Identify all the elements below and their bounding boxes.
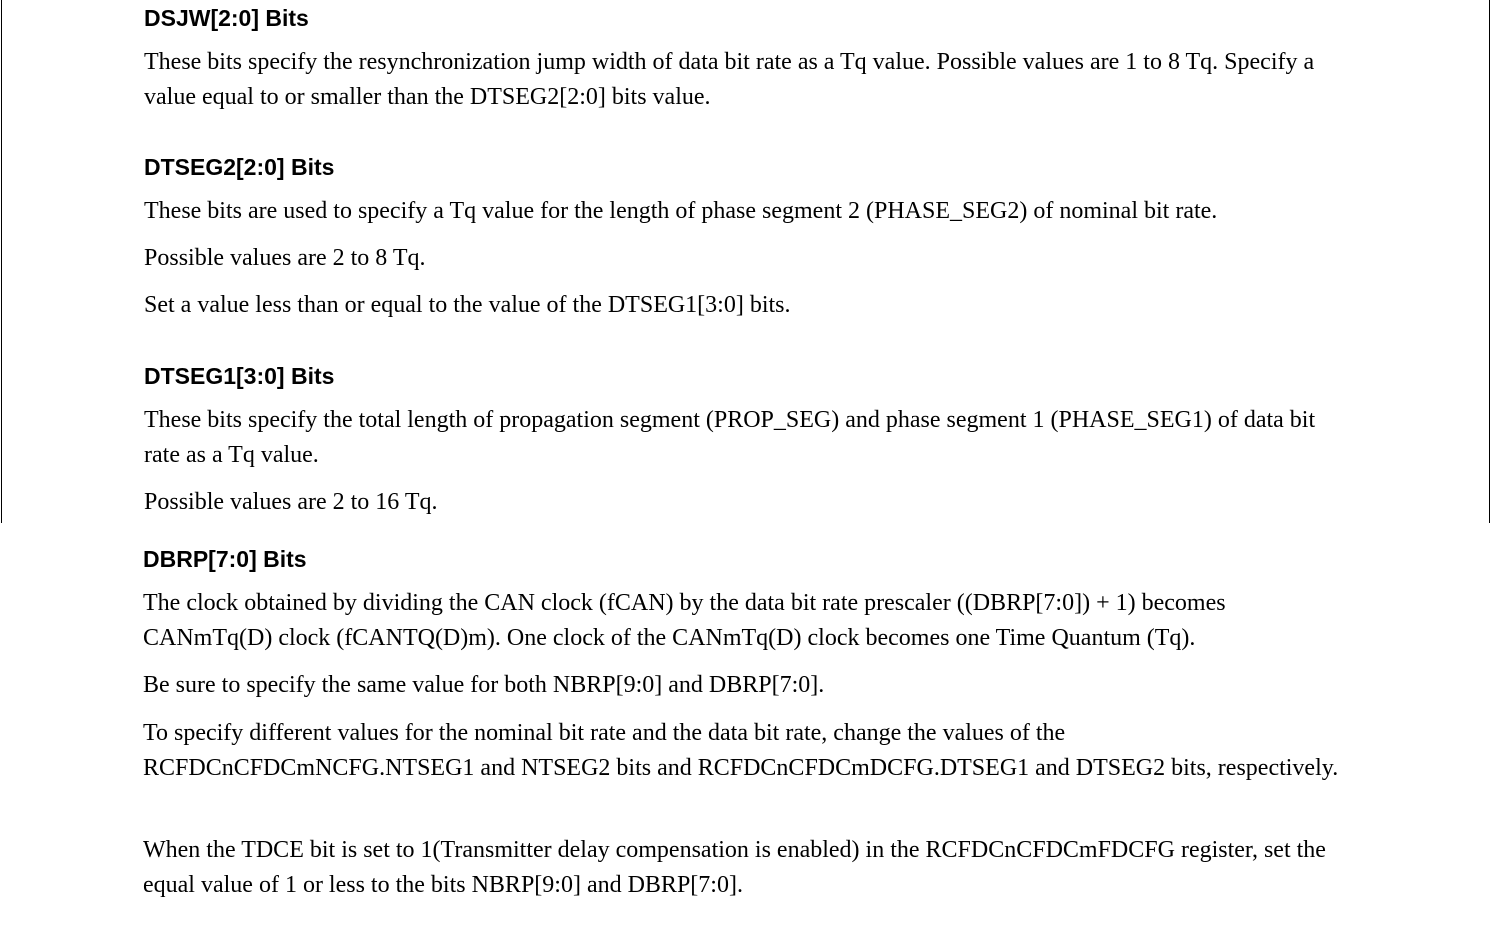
section-heading: DSJW[2:0] Bits: [144, 5, 309, 31]
section-heading: DTSEG2[2:0] Bits: [144, 154, 335, 180]
section-dtseg2: [144, 153, 1354, 328]
section-paragraph: These bits specify the total length of propagation segment (PROP_SEG) and phase segment 1 (PHASE_SEG1) of data bit rate as a Tq value.: [144, 407, 1316, 468]
section-paragraph: The clock obtained by dividing the CAN clock (fCAN) by the data bit rate prescaler ((DBRP[7:0]) + 1) becomes CANmTq(D) clock (fCANTQ(D)m). One clock of the CANmTq(D) clock becomes one Time Quantum (Tq).: [143, 590, 1226, 651]
section-paragraph: These bits specify the resynchronization jump width of data bit rate as a Tq value. Possible values are 1 to 8 Tq. Specify a value equal to or smaller than the DTSEG2[2:0] bits value.: [144, 49, 1315, 110]
section-dtseg1: [144, 362, 1354, 522]
section-paragraph: Be sure to specify the same value for both NBRP[9:0] and DBRP[7:0].: [143, 672, 825, 698]
section-paragraph: When the TDCE bit is set to 1(Transmitter delay compensation is enabled) in the RCFDCnCFDCmFDCFG register, set the equal value of 1 or less to the bits NBRP[9:0] and DBRP[7:0].: [143, 837, 1326, 898]
section-paragraph: Set a value less than or equal to the value of the DTSEG1[3:0] bits.: [144, 292, 791, 318]
page-frame-left-border: [1, 0, 2, 523]
page-frame-right-border: [1489, 0, 1490, 523]
section-heading: DBRP[7:0] Bits: [143, 546, 307, 572]
section-heading: DTSEG1[3:0] Bits: [144, 363, 335, 389]
section-dsjw: [144, 4, 1354, 119]
section-paragraph: To specify different values for the nominal bit rate and the data bit rate, change the values of the RCFDCnCFDCmNCFG.NTSEG1 and NTSEG2 bits and RCFDCnCFDCmDCFG.DTSEG1 and DTSEG2 bits, respectively.: [143, 720, 1339, 781]
section-dbrp: [143, 545, 1353, 910]
section-paragraph: These bits are used to specify a Tq value for the length of phase segment 2 (PHASE_SEG2) of nominal bit rate.: [144, 198, 1218, 224]
section-paragraph: Possible values are 2 to 16 Tq.: [144, 489, 438, 515]
section-paragraph: Possible values are 2 to 8 Tq.: [144, 245, 426, 271]
